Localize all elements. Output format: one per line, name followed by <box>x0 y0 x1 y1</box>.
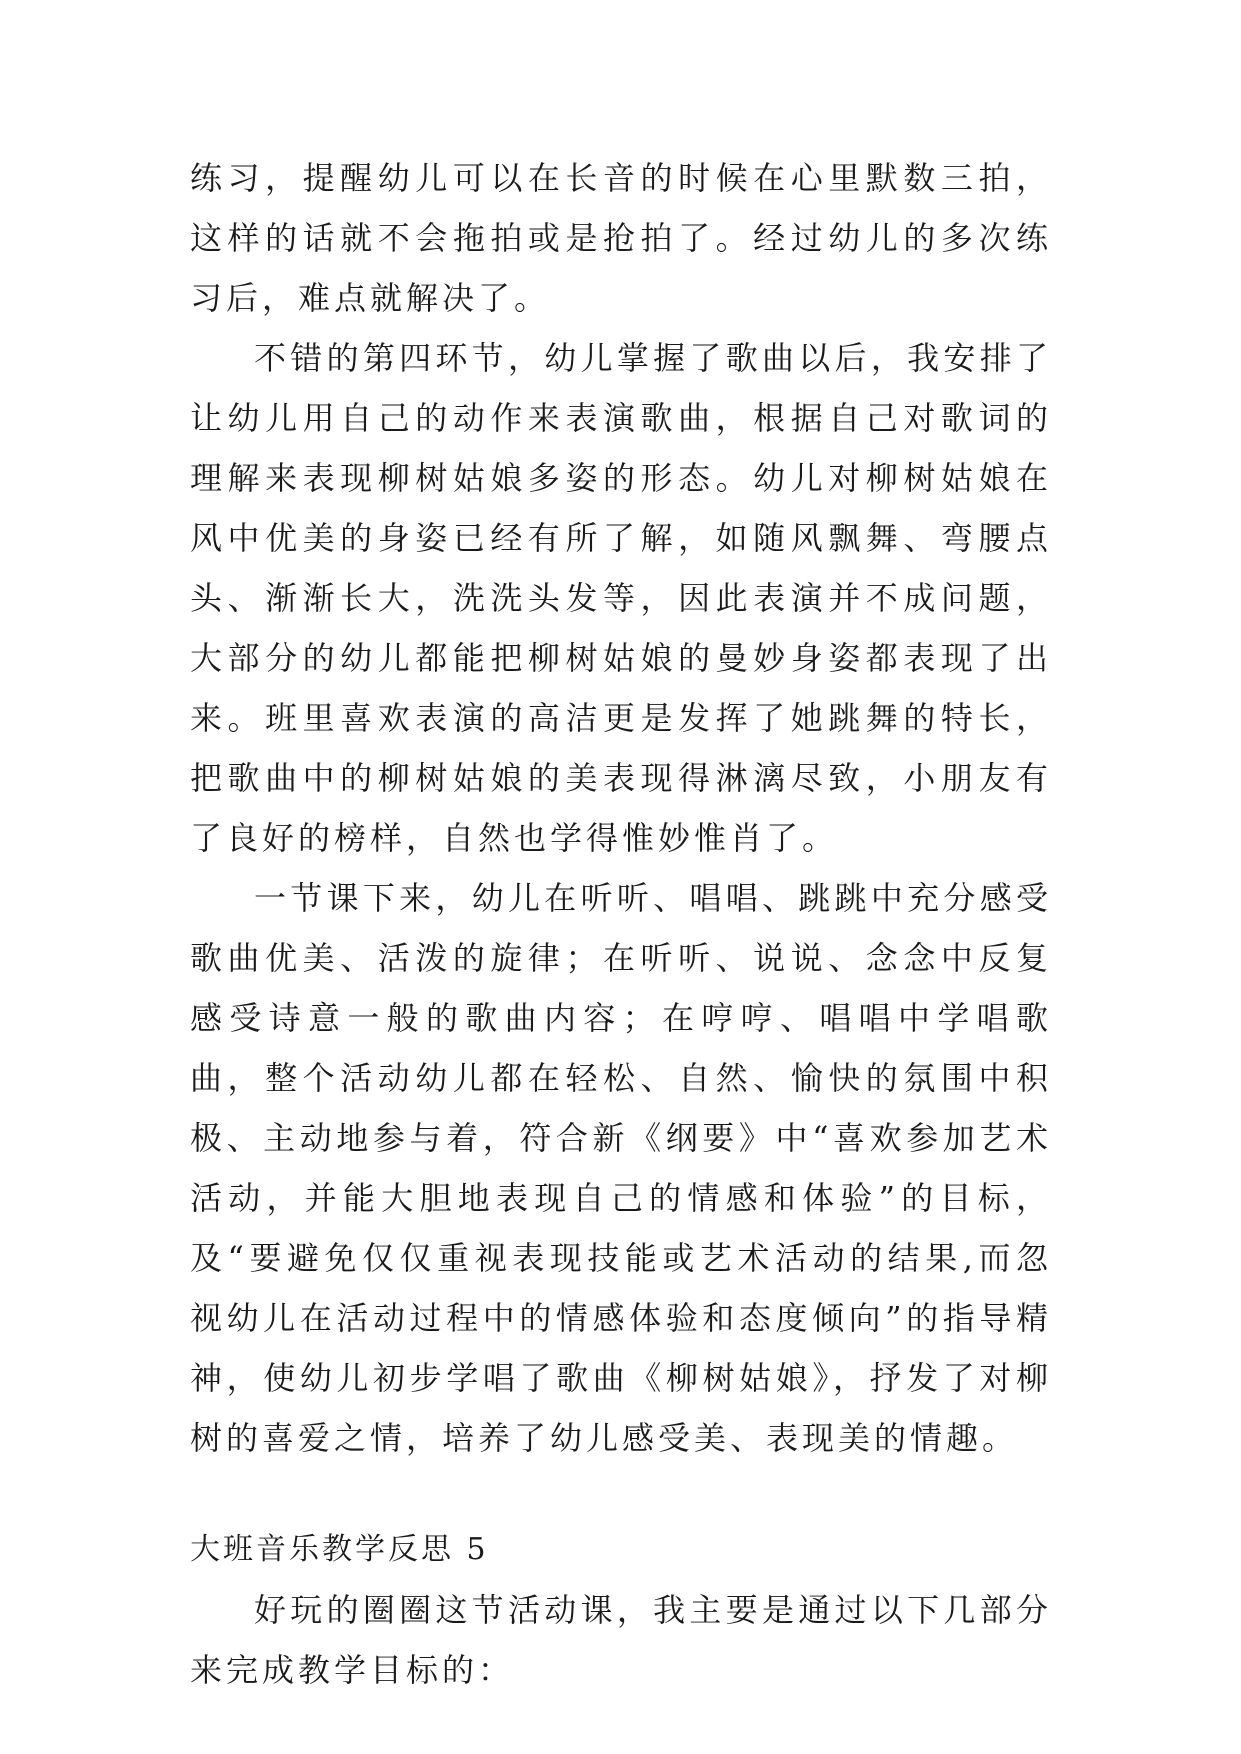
paragraph-continuation: 练习，提醒幼儿可以在长音的时候在心里默数三拍，这样的话就不会拖拍或是抢拍了。经过幼儿的多次练习后，难点就解决了。 <box>190 159 1052 317</box>
paragraph-summary: 一节课下来，幼儿在听听、唱唱、跳跳中充分感受歌曲优美、活泼的旋律；在听听、说说、念念中反复感受诗意一般的歌曲内容；在哼哼、唱唱中学唱歌曲，整个活动幼儿都在轻松、自然、愉快的氛围中积极、主动地参与着，符合新《纲要》中“喜欢参加艺术活动，并能大胆地表现自己的情感和体验”的目标，及“要避免仅仅重视表现技能或艺术活动的结果,而忽视幼儿在活动过程中的情感体验和态度倾向”的指导精神，使幼儿初步学唱了歌曲《柳树姑娘》，抒发了对柳树的喜爱之情，培养了幼儿感受美、表现美的情趣。 <box>190 879 1052 1457</box>
paragraph-fourth-stage: 不错的第四环节，幼儿掌握了歌曲以后，我安排了让幼儿用自己的动作来表演歌曲，根据自己对歌词的理解来表现柳树姑娘多姿的形态。幼儿对柳树姑娘在风中优美的身姿已经有所了解，如随风飘舞、弯腰点头、渐渐长大，洗洗头发等，因此表演并不成问题，大部分的幼儿都能把柳树姑娘的曼妙身姿都表现了出来。班里喜欢表演的高洁更是发挥了她跳舞的特长，把歌曲中的柳树姑娘的美表现得淋漓尽致，小朋友有了良好的榜样，自然也学得惟妙惟肖了。 <box>190 339 1052 857</box>
document-body <box>190 148 1052 1700</box>
paragraph-intro: 好玩的圈圈这节活动课，我主要是通过以下几部分来完成教学目标的： <box>190 1591 1052 1689</box>
section-title: 大班音乐教学反思 5 <box>190 1532 489 1567</box>
